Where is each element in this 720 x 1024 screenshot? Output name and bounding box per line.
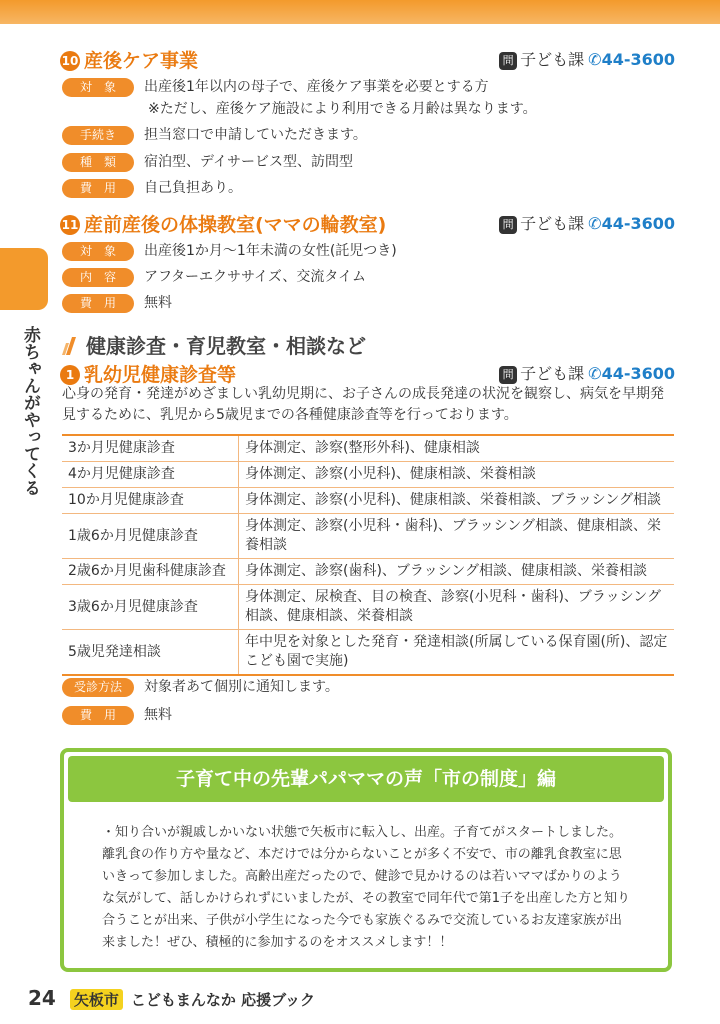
label-target: 対 象 — [62, 78, 134, 97]
checkup-detail: 身体測定、診察(小児科)、健康相談、栄養相談 — [239, 462, 675, 488]
checkup-name: 3歳6か月児健康診査 — [62, 585, 239, 630]
table-row — [62, 435, 674, 462]
table-row — [62, 514, 674, 559]
contact-phone: 44-3600 — [601, 364, 675, 383]
top-color-bar — [0, 0, 720, 24]
section-1-title: 1 乳幼児健康診査等 — [60, 360, 236, 387]
table-row — [62, 585, 674, 630]
page-number: 24 — [28, 986, 56, 1010]
checkup-name: 5歳児発達相談 — [62, 630, 239, 676]
checkup-detail: 身体測定、診察(歯科)、ブラッシング相談、健康相談、栄養相談 — [239, 559, 675, 585]
section-11-title: 11 産前産後の体操教室(ママの輪教室) — [61, 214, 387, 236]
checkup-name: 3か月児健康診査 — [62, 435, 239, 462]
section-10-cost-row: 費 用 自己負担あり。 — [62, 177, 242, 198]
section-1-cost-row: 費 用 無料 — [62, 704, 172, 725]
section-1-contact — [499, 361, 675, 384]
section-11-cost-row: 費 用 無料 — [62, 292, 172, 313]
footer — [28, 986, 315, 1010]
label-procedure: 手続き — [62, 126, 134, 145]
section-10-contact — [499, 47, 675, 70]
checkup-name: 2歳6か月児歯科健康診査 — [62, 559, 239, 585]
checkup-detail: 身体測定、診察(小児科)、健康相談、栄養相談、ブラッシング相談 — [239, 488, 675, 514]
section-1-number: 1 — [60, 365, 80, 385]
parent-voice-box — [60, 748, 672, 972]
phone-icon: ✆ — [588, 214, 602, 233]
orange-slash-icon — [62, 337, 80, 355]
parent-voice-text: ・知り合いが親戚しかいない状態で矢板市に転入し、出産。子育てがスタートしました。離乳食の作り方や量など、本だけでは分からないことが多く不安で、市の離乳食教室に思いきって参加しました。高齢出産だったので、健診で見かけるのは若いママばかりのような気がして、話しかけられずにいましたが、その教室で同年代で第1子を出産した方と知り合うことが出来、子供が小学生になった今でも家族ぐるみで交流しているお友達家族が出来ました！ぜひ、積極的に参加するのをオススメします！！ — [102, 825, 631, 950]
section-10-header — [60, 46, 675, 72]
label-type: 種 類 — [62, 153, 134, 172]
contact-phone: 44-3600 — [601, 50, 675, 69]
label-cost: 費 用 — [62, 706, 134, 725]
section-10-target-note: ※ただし、産後ケア施設により利用できる月齢は異なります。 — [148, 101, 537, 117]
section-10-target-row: 対 象 出産後1年以内の母子で、産後ケア事業を必要とする方 — [62, 76, 489, 97]
section-11-contact — [499, 211, 675, 234]
label-cost: 費 用 — [62, 294, 134, 313]
contact-phone: 44-3600 — [601, 214, 675, 233]
phone-icon: ✆ — [588, 50, 602, 69]
label-target: 対 象 — [62, 242, 134, 261]
main-heading: 健康診査・育児教室・相談など — [62, 330, 366, 359]
table-row — [62, 462, 674, 488]
side-chapter-tab — [0, 248, 48, 310]
table-row — [62, 488, 674, 514]
contact-dept: 子ども課 — [520, 214, 585, 233]
section-11-content-row: 内 容 アフターエクササイズ、交流タイム — [62, 266, 366, 287]
checkup-name: 10か月児健康診査 — [62, 488, 239, 514]
section-11-number: 11 — [60, 215, 80, 235]
checkup-detail: 身体測定、尿検査、目の検査、診察(小児科・歯科)、ブラッシング相談、健康相談、栄養相談 — [239, 585, 675, 630]
section-1-header — [60, 360, 675, 386]
inquiry-icon: 問 — [499, 52, 517, 70]
contact-dept: 子ども課 — [520, 364, 585, 383]
checkup-detail: 年中児を対象とした発育・発達相談(所属している保育園(所)、認定こども園で実施) — [239, 630, 675, 676]
inquiry-icon: 問 — [499, 366, 517, 384]
section-1-intro: 心身の発育・発達がめざましい乳幼児期に、お子さんの成長発達の状況を観察し、病気を早期発見するために、乳児から5歳児までの各種健康診査等を行っております。 — [62, 386, 664, 423]
side-chapter-label: 赤ちゃんがやってくる — [20, 326, 40, 496]
contact-dept: 子ども課 — [520, 50, 585, 69]
section-1-consult-row: 受診方法 対象者あて個別に通知します。 — [62, 676, 339, 697]
city-logo: 矢板市 — [70, 989, 123, 1010]
section-10-number: 10 — [60, 51, 80, 71]
checkup-name: 1歳6か月児健康診査 — [62, 514, 239, 559]
label-content: 内 容 — [62, 268, 134, 287]
phone-icon: ✆ — [588, 364, 602, 383]
checkup-detail: 身体測定、診察(整形外科)、健康相談 — [239, 435, 675, 462]
section-10-procedure-row: 手続き 担当窓口で申請していただきます。 — [62, 124, 367, 145]
parent-voice-title: 子育て中の先輩パパママの声「市の制度」編 — [68, 756, 664, 802]
label-cost: 費 用 — [62, 179, 134, 198]
section-10-title: 10 産後ケア事業 — [61, 50, 199, 72]
checkup-name: 4か月児健康診査 — [62, 462, 239, 488]
table-row — [62, 630, 674, 676]
inquiry-icon: 問 — [499, 216, 517, 234]
table-row — [62, 559, 674, 585]
section-11-header — [60, 210, 675, 236]
section-11-target-row: 対 象 出産後1か月～1年未満の女性(託児つき) — [62, 240, 397, 261]
section-10-type-row: 種 類 宿泊型、デイサービス型、訪問型 — [62, 151, 353, 172]
label-consult: 受診方法 — [62, 678, 134, 697]
book-title: こどもまんなか 応援ブック — [130, 991, 316, 1009]
checkup-detail: 身体測定、診察(小児科・歯科)、ブラッシング相談、健康相談、栄養相談 — [239, 514, 675, 559]
checkup-table — [62, 434, 674, 676]
